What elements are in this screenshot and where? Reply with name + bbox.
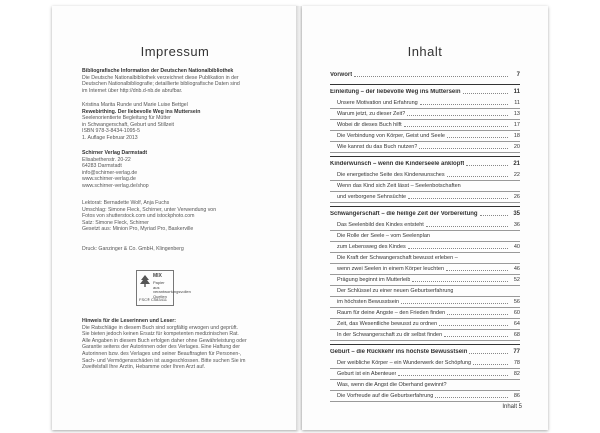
toc-page-number: 22 — [513, 172, 520, 178]
toc-entry-title: Wobei dir dieses Buch hilft — [337, 122, 402, 128]
toc-chapter[interactable] — [330, 345, 520, 358]
book-spread — [52, 6, 548, 430]
text-line: ISBN 978-3-8434-1095-5 — [82, 128, 140, 135]
toc-entry[interactable] — [330, 297, 520, 308]
toc-entry-title: Zeit, das Wesentliche bewusst zu ordnen — [337, 321, 438, 327]
toc-page-number: 11 — [514, 100, 520, 106]
dot-leader — [407, 115, 508, 116]
text-line: Hinweis für die Leserinnen und Leser: — [82, 318, 176, 324]
tree-check-icon — [139, 274, 151, 288]
toc-page-number: 82 — [513, 371, 520, 377]
dot-leader — [447, 137, 508, 138]
toc-page-number: 52 — [513, 277, 520, 283]
text-line: Die Ratschläge in diesem Buch sind sorgfältig erwogen und geprüft. — [82, 324, 239, 331]
toc-page-number: 86 — [513, 393, 520, 399]
text-line: Schirner Verlag Darmstadt — [82, 150, 148, 156]
dot-leader — [447, 176, 508, 177]
toc-page-number: 36 — [513, 222, 520, 228]
toc-entry-title: Wenn das Kind sich Zeit lässt – Seelenbotschaften — [337, 183, 461, 189]
toc-entry-title: Was, wenn die Angst die Oberhand gewinnt? — [337, 382, 447, 388]
credits — [82, 200, 278, 233]
impressum-page — [52, 6, 298, 430]
fsc-mix: MIX — [153, 273, 162, 279]
toc-page-number: 60 — [513, 310, 520, 316]
toc-entry-title: wenn zwei Seelen in einem Körper leuchten — [337, 266, 445, 272]
dot-leader — [426, 226, 508, 227]
toc-page-number: 18 — [513, 133, 520, 139]
dot-leader — [354, 76, 508, 77]
toc-page-number: 68 — [513, 332, 520, 338]
dot-leader — [420, 104, 508, 105]
dot-leader — [446, 270, 508, 271]
toc-entry[interactable] — [330, 253, 520, 264]
toc-chapter[interactable] — [330, 207, 520, 220]
toc-page-number: 77 — [513, 349, 520, 355]
toc-page-number: 11 — [513, 89, 520, 95]
toc-entry[interactable] — [330, 109, 520, 120]
toc-page-number: 46 — [513, 266, 520, 272]
fsc-label — [136, 270, 191, 306]
toc-page-number: 26 — [513, 194, 520, 200]
dot-leader — [412, 281, 508, 282]
toc-page-number: 13 — [513, 111, 520, 117]
bibliographic-info — [82, 68, 278, 94]
toc-entry-title: Geburt ist ein Abenteuer — [337, 371, 397, 377]
text-line: Autorinnen bzw. des Verlages und seiner Beauftragten für Personen-, — [82, 350, 242, 357]
toc-entry-title: zum Lebensweg des Kindes — [337, 244, 406, 250]
toc-entry-title: und verborgene Sehnsüchte — [337, 194, 407, 200]
toc-entry[interactable] — [330, 120, 520, 131]
toc-entry-title: Warum jetzt, zu dieser Zeit? — [337, 111, 406, 117]
toc-entry-title: Kinderwunsch – wenn die Kinderseele anklopft — [330, 161, 465, 167]
dot-leader — [408, 248, 508, 249]
text-line: Elisabethenstr. 20-22 — [82, 156, 131, 163]
text-line: Sie bieten jedoch keinen Ersatz für kompetenten medizinischen Rat. — [82, 331, 239, 338]
toc-page-number: 7 — [516, 72, 520, 78]
print-line: Druck: Ganzinger & Co. GmbH, Klingenberg — [82, 246, 184, 252]
toc-entry[interactable] — [330, 380, 520, 391]
toc-chapter[interactable] — [330, 85, 520, 98]
text-line: im Internet über http://dnb.d-nb.de abrufbar. — [82, 87, 183, 94]
toc-entry[interactable] — [330, 131, 520, 142]
contents-page — [302, 6, 548, 430]
text-line: 1. Auflage Februar 2013 — [82, 134, 138, 141]
toc-page-number: 64 — [513, 321, 520, 327]
toc-entry[interactable] — [330, 264, 520, 275]
toc-entry[interactable] — [330, 242, 520, 253]
toc-page-number: 78 — [513, 360, 520, 366]
toc-entry[interactable] — [330, 98, 520, 109]
toc-entry-title: Raum für deine Ängste – den Frieden finden — [337, 310, 446, 316]
toc-entry-title: im höchsten Bewusstsein — [337, 299, 400, 305]
toc-page-number: 17 — [513, 122, 520, 128]
toc-entry-title: Die Rolle der Seele – vom Seelenplan — [337, 233, 430, 239]
text-line: 64283 Darmstadt — [82, 163, 122, 170]
text-line: Bibliografische Information der Deutschen Nationalbibliothek — [82, 68, 234, 74]
toc-entry-title: Die Verbindung von Körper, Geist und Seele — [337, 133, 445, 139]
toc-entry-title: Prägung beginnt im Mutterleib — [337, 277, 411, 283]
toc-page-number: 40 — [513, 244, 520, 250]
text-line: info@schirner-verlag.de — [82, 169, 138, 176]
toc-entry[interactable] — [330, 319, 520, 330]
dot-leader — [435, 397, 508, 398]
toc-entry-title: Der Schlüssel zu einer neuen Geburtserfahrung — [337, 288, 454, 294]
toc-page-number: 35 — [513, 211, 520, 217]
text-line: Lektorat: Bernadette Wolf, Anja Fuchs — [82, 200, 170, 206]
dot-leader — [419, 148, 508, 149]
toc-entry[interactable] — [330, 308, 520, 319]
toc-entry-title: Der weibliche Körper – ein Wunderwerk der Schöpfung — [337, 360, 472, 366]
table-of-contents — [330, 68, 520, 402]
toc-entry-title: Die energetische Seite des Kinderwunsches — [337, 172, 445, 178]
publisher-address — [82, 150, 278, 190]
toc-entry[interactable] — [330, 231, 520, 242]
dot-leader — [439, 325, 508, 326]
text-line: www.schirner-verlag.de — [82, 176, 136, 183]
toc-entry-title: Geburt – die Rückkehr ins höchste Bewusstsein — [330, 349, 468, 355]
fsc-code: FSC® C083411 — [139, 297, 167, 303]
dot-leader — [408, 198, 508, 199]
book-details — [82, 102, 278, 142]
dot-leader — [401, 303, 508, 304]
text-line: Sach- und Vermögensschäden ist ausgeschlossen. Bitte suchen Sie im — [82, 357, 246, 364]
toc-entry-title: Einleitung – der liebevolle Weg ins Muttersein — [330, 89, 461, 95]
text-line: Satz: Simone Fleck, Schirner — [82, 219, 149, 226]
toc-entry-title: Vorwort — [330, 72, 353, 78]
dot-leader — [466, 165, 508, 166]
page-title: Inhalt — [407, 44, 443, 59]
toc-entry[interactable] — [330, 275, 520, 286]
text-line: Rewebirthing. Der liebevolle Weg ins Muttersein — [82, 108, 201, 115]
text-line: Deutschen Nationalbibliografie; detaillierte bibliografische Daten sind — [82, 81, 240, 88]
toc-entry-title: Unsere Motivation und Erfahrung — [337, 100, 418, 106]
text-line: www.schirner-verlag.de/shop — [82, 182, 149, 189]
toc-entry-title: Schwangerschaft – die heilige Zeit der Vorbereitung — [330, 211, 478, 217]
reader-notice — [82, 318, 278, 371]
text-line: Alle Angaben in diesem Buch erfolgen daher ohne Gewährleistung oder — [82, 337, 247, 344]
dot-leader — [480, 215, 508, 216]
toc-entry-title: Die Kraft der Schwangerschaft bewusst erleben – — [337, 255, 458, 261]
text-line: Garantie seitens der Autorinnen oder des Verlages. Eine Haftung der — [82, 344, 241, 351]
toc-entry[interactable] — [330, 358, 520, 369]
toc-page-number: 56 — [513, 299, 520, 305]
print-info — [82, 246, 278, 253]
toc-chapter[interactable] — [330, 157, 520, 170]
dot-leader — [473, 364, 508, 365]
toc-chapter[interactable] — [330, 68, 520, 81]
toc-entry[interactable] — [330, 170, 520, 181]
text-line: Fotos von shutterstock.com und istockphoto.com — [82, 213, 195, 220]
toc-page-number: 21 — [513, 161, 520, 167]
dot-leader — [444, 336, 508, 337]
dot-leader — [398, 375, 508, 376]
text-line: Zweifelsfall Ihre Ärztin, Hebamme oder Ihren Arzt auf. — [82, 364, 206, 371]
toc-entry[interactable] — [330, 181, 520, 192]
toc-entry-title: In der Schwangerschaft zu dir selbst finden — [337, 332, 443, 338]
page-number: Inhalt 5 — [502, 404, 522, 410]
text-line: Kristina Marita Runde und Marie Luise Bettgel — [82, 102, 188, 108]
toc-page-number: 20 — [513, 144, 520, 150]
text-line: Seelenorientierte Begleitung für Mütter — [82, 115, 171, 122]
dot-leader — [463, 93, 508, 94]
toc-entry[interactable] — [330, 330, 520, 341]
page-title: Impressum — [140, 44, 210, 59]
toc-entry[interactable] — [330, 220, 520, 231]
toc-entry[interactable] — [330, 286, 520, 297]
dot-leader — [447, 314, 508, 315]
text-line: Gesetzt aus: Minion Pro, Myriad Pro, Baskerville — [82, 226, 194, 233]
dot-leader — [404, 126, 508, 127]
toc-entry-title: Die Vorfreude auf die Geburtserfahrung — [337, 393, 434, 399]
toc-entry[interactable] — [330, 142, 520, 153]
text-line: Umschlag: Simone Fleck, Schirner, unter Verwendung von — [82, 206, 217, 213]
toc-entry-title: Das Seelenbild des Kindes entsteht — [337, 222, 424, 228]
text-line: Die Deutsche Nationalbibliothek verzeichnet diese Publikation in der — [82, 74, 239, 81]
toc-entry-title: Wie kannst du das Buch nutzen? — [337, 144, 418, 150]
toc-entry[interactable] — [330, 192, 520, 203]
fsc-text: Papier aus verantwortungsvollen Quellen — [153, 280, 191, 299]
toc-entry[interactable] — [330, 369, 520, 380]
toc-entry[interactable] — [330, 391, 520, 402]
dot-leader — [469, 353, 508, 354]
text-line: in Schwangerschaft, Geburt und Stillzeit — [82, 121, 174, 128]
